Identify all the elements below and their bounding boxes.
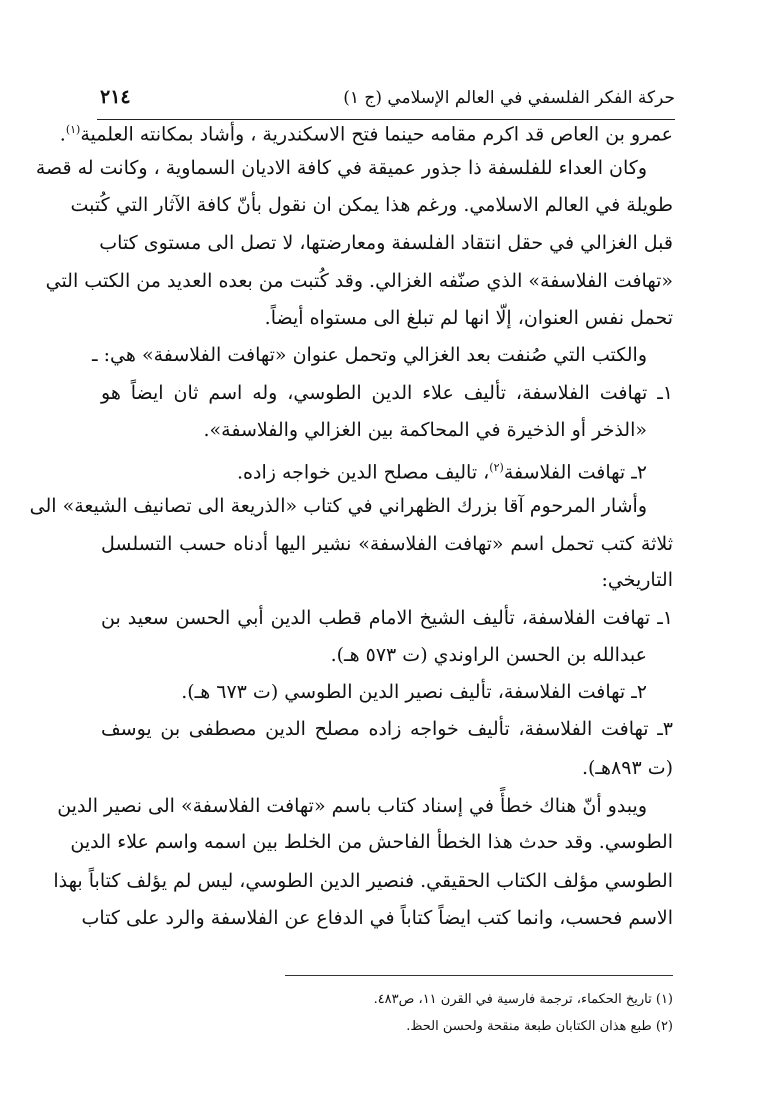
text-line xyxy=(101,379,673,407)
line-text: الطوسي مؤلف الكتاب الحقيقي. فنصير الدين الطوسي، ليس لم يؤلف كتاباً بهذا xyxy=(53,870,673,892)
line-text: «تهافت الفلاسفة» الذي صنّفه الغزالي. وقد كُتبت من بعده العديد من الكتب التي xyxy=(45,270,673,292)
line-text: طويلة في العالم الاسلامي. ورغم هذا يمكن ان نقول بأنّ كافة الآثار التي كُتبت xyxy=(70,194,673,216)
line-text: التاريخي: xyxy=(601,569,673,591)
text-line xyxy=(101,754,673,782)
text-line xyxy=(101,566,673,594)
text-line xyxy=(45,267,673,295)
text-line xyxy=(70,828,673,856)
line-tail: . xyxy=(59,123,66,146)
line-text: تحمل نفس العنوان، إلّا انها لم تبلغ الى مستواه أيضاً. xyxy=(264,307,673,329)
line-text: الاسم فحسب، وانما كتب ايضاً كتاباً في الدفاع عن الفلاسفة والرد على كتاب xyxy=(81,907,673,929)
text-line xyxy=(101,454,647,486)
line-text: عمرو بن العاص قد اكرم مقامه حينما فتح الاسكندرية ، وأشاد بمكانته العلمية xyxy=(80,123,673,146)
page-number: ٢١٤ xyxy=(100,86,131,108)
text-line xyxy=(101,416,647,444)
text-line xyxy=(35,154,647,182)
text-line xyxy=(101,530,673,558)
text-line xyxy=(70,191,673,219)
line-text: ثلاثة كتب تحمل اسم «تهافت الفلاسفة» نشير اليها أدناه حسب التسلسل xyxy=(101,533,673,555)
text-line xyxy=(101,715,673,743)
line-text: ويبدو أنّ هناك خطأً في إسناد كتاب باسم «تهافت الفلاسفة» الى نصير الدين xyxy=(57,795,647,817)
footnote-2: (٢) طبع هذان الكتابان طبعة منقحة ولحسن الحظ. xyxy=(406,1019,673,1034)
line-text: ١ـ تهافت الفلاسفة، تأليف الشيخ الامام قطب الدين أبي الحسن سعيد بن xyxy=(101,607,673,629)
line-text: عبدالله بن الحسن الراوندي (ت ٥٧٣ هـ). xyxy=(330,644,647,666)
line-text: ٢ـ تهافت الفلاسفة xyxy=(503,461,647,484)
text-line xyxy=(92,341,647,369)
line-text: ١ـ تهافت الفلاسفة، تأليف علاء الدين الطوسي، وله اسم ثان ايضاً هو xyxy=(101,382,673,404)
line-tail: ، تاليف مصلح الدين خواجه زاده. xyxy=(237,461,490,484)
text-line xyxy=(57,792,647,820)
footnote-ref[interactable]: (١) xyxy=(65,123,81,136)
line-text: وكان العداء للفلسفة ذا جذور عميقة في كافة الاديان السماوية ، وكانت له قصة xyxy=(35,157,647,179)
footnote-1: (١) تاريخ الحكماء، ترجمة فارسية في القرن ١١، ص٤٨٣. xyxy=(373,992,673,1007)
text-line xyxy=(101,604,673,632)
line-text: (ت ٨٩٣هـ). xyxy=(581,757,673,779)
line-text: وأشار المرحوم آقا بزرك الظهراني في كتاب «الذريعة الى تصانيف الشيعة» الى xyxy=(29,495,647,517)
text-line xyxy=(101,678,647,706)
line-text: والكتب التي صُنفت بعد الغزالي وتحمل عنوان «تهافت الفلاسفة» هي: ـ xyxy=(92,344,647,366)
running-header-title: حركة الفكر الفلسفي في العالم الإسلامي (ج ١) xyxy=(343,88,675,108)
text-line xyxy=(29,492,647,520)
line-text: ٣ـ تهافت الفلاسفة، تأليف خواجه زاده مصلح الدين مصطفى بن يوسف xyxy=(101,718,673,740)
line-text: الطوسي. وقد حدث هذا الخطأ الفاحش من الخلط بين اسمه واسم علاء الدين xyxy=(70,831,673,853)
text-line xyxy=(101,229,673,257)
text-line xyxy=(101,641,647,669)
text-line xyxy=(59,116,673,148)
footnote-ref[interactable]: (٢) xyxy=(489,461,504,474)
text-line xyxy=(101,304,673,332)
footnote-separator xyxy=(285,975,673,976)
line-text: قبل الغزالي في حقل انتقاد الفلسفة ومعارضتها، لا تصل الى مستوى كتاب xyxy=(99,232,673,254)
text-line xyxy=(53,867,673,895)
text-line xyxy=(81,904,673,932)
line-text: ٢ـ تهافت الفلاسفة، تأليف نصير الدين الطوسي (ت ٦٧٣ هـ). xyxy=(181,681,647,703)
line-text: «الذخر أو الذخيرة في المحاكمة بين الغزالي والفلاسفة». xyxy=(203,419,647,441)
